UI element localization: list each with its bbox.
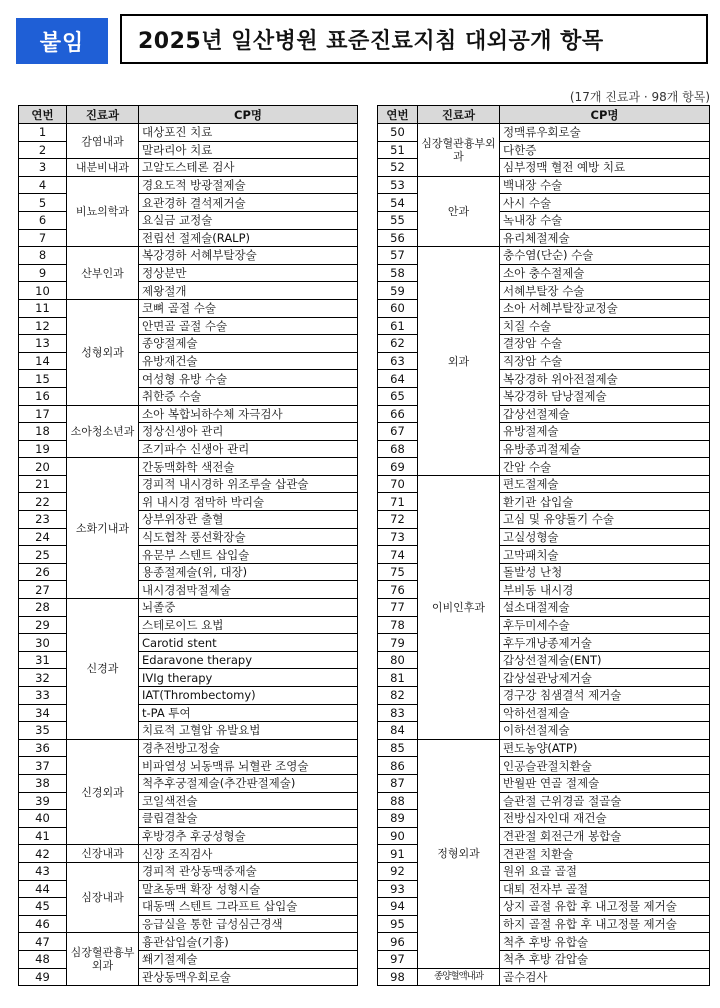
row-number: 39 — [19, 792, 67, 810]
cp-name-cell: 클립결찰술 — [139, 810, 358, 828]
row-number: 61 — [378, 317, 418, 335]
cp-name-cell: 쐐기절제술 — [139, 950, 358, 968]
cp-name-cell: 비파열성 뇌동맥류 뇌혈관 조영술 — [139, 757, 358, 775]
cp-name-cell: IAT(Thrombectomy) — [139, 687, 358, 705]
cp-name-cell: 고막패치술 — [500, 546, 710, 564]
row-number: 56 — [378, 229, 418, 247]
department-cell: 심장혈관흉부외과 — [418, 124, 500, 177]
cp-name-cell: 슬관절 근위경골 절골술 — [500, 792, 710, 810]
cp-name-cell: 녹내장 수술 — [500, 211, 710, 229]
row-number: 18 — [19, 423, 67, 441]
table-row — [378, 124, 710, 142]
row-number: 22 — [19, 493, 67, 511]
cp-name-cell: 전방십자인대 재건술 — [500, 810, 710, 828]
cp-name-cell: 환기관 삽입술 — [500, 493, 710, 511]
cp-name-cell: 고알도스테론 검사 — [139, 159, 358, 177]
cp-name-cell: 편도절제술 — [500, 475, 710, 493]
cp-name-cell: 원위 요골 골절 — [500, 862, 710, 880]
cp-name-cell: 요관경하 결석제거술 — [139, 194, 358, 212]
cp-name-cell: 경피적 내시경하 위조루술 삽관술 — [139, 475, 358, 493]
cp-name-cell: t-PA 투여 — [139, 704, 358, 722]
row-number: 59 — [378, 282, 418, 300]
cp-name-cell: 인공슬관절치환술 — [500, 757, 710, 775]
cp-name-cell: 상지 골절 유합 후 내고정물 제거술 — [500, 898, 710, 916]
row-number: 75 — [378, 563, 418, 581]
cp-name-cell: 견관절 회전근개 봉합술 — [500, 827, 710, 845]
cp-name-cell: 흉관삽입술(기흉) — [139, 933, 358, 951]
cp-name-cell: 직장암 수술 — [500, 352, 710, 370]
cp-name-cell: 돌발성 난청 — [500, 563, 710, 581]
cp-name-cell: 결장암 수술 — [500, 335, 710, 353]
row-number: 33 — [19, 687, 67, 705]
department-cell: 소아청소년과 — [67, 405, 139, 458]
row-number: 79 — [378, 634, 418, 652]
row-number: 44 — [19, 880, 67, 898]
cp-name-cell: 고심 및 유양돌기 수술 — [500, 511, 710, 529]
row-number: 38 — [19, 774, 67, 792]
row-number: 15 — [19, 370, 67, 388]
row-number: 11 — [19, 299, 67, 317]
row-number: 92 — [378, 862, 418, 880]
row-number: 40 — [19, 810, 67, 828]
cp-name-cell: 대상포진 치료 — [139, 124, 358, 142]
cp-name-cell: 갑상설관낭제거술 — [500, 669, 710, 687]
table-row — [19, 176, 358, 194]
cp-name-cell: 이하선절제술 — [500, 722, 710, 740]
row-number: 36 — [19, 739, 67, 757]
table-row — [378, 739, 710, 757]
row-number: 74 — [378, 546, 418, 564]
table-row — [19, 739, 358, 757]
department-cell: 산부인과 — [67, 247, 139, 300]
table-row — [19, 159, 358, 177]
cp-name-cell: 복강경하 서혜부탈장술 — [139, 247, 358, 265]
row-number: 32 — [19, 669, 67, 687]
row-number: 72 — [378, 511, 418, 529]
department-cell: 내분비내과 — [67, 159, 139, 177]
row-number: 63 — [378, 352, 418, 370]
cp-name-cell: 악하선절제술 — [500, 704, 710, 722]
header-cp: CP명 — [500, 106, 710, 124]
row-number: 68 — [378, 440, 418, 458]
row-number: 71 — [378, 493, 418, 511]
row-number: 37 — [19, 757, 67, 775]
row-number: 43 — [19, 862, 67, 880]
cp-name-cell: 경요도적 방광절제술 — [139, 176, 358, 194]
row-number: 42 — [19, 845, 67, 863]
table-row — [378, 247, 710, 265]
cp-name-cell: 치료적 고혈압 유발요법 — [139, 722, 358, 740]
row-number: 83 — [378, 704, 418, 722]
row-number: 2 — [19, 141, 67, 159]
table-row — [378, 176, 710, 194]
table-row — [19, 247, 358, 265]
cp-name-cell: 후두개낭종제거술 — [500, 634, 710, 652]
header-no: 연번 — [19, 106, 67, 124]
cp-name-cell: 뇌졸중 — [139, 599, 358, 617]
cp-name-cell: 용종절제술(위, 대장) — [139, 563, 358, 581]
cp-table-left — [18, 105, 358, 986]
attachment-badge: 붙임 — [16, 18, 108, 64]
table-row — [19, 862, 358, 880]
row-number: 88 — [378, 792, 418, 810]
header-no: 연번 — [378, 106, 418, 124]
row-number: 90 — [378, 827, 418, 845]
row-number: 69 — [378, 458, 418, 476]
row-number: 97 — [378, 950, 418, 968]
row-number: 21 — [19, 475, 67, 493]
row-number: 93 — [378, 880, 418, 898]
cp-name-cell: 취한증 수술 — [139, 387, 358, 405]
cp-name-cell: 유방종괴절제술 — [500, 440, 710, 458]
cp-name-cell: 코뼈 골절 수술 — [139, 299, 358, 317]
row-number: 62 — [378, 335, 418, 353]
row-number: 46 — [19, 915, 67, 933]
table-row — [19, 458, 358, 476]
row-number: 45 — [19, 898, 67, 916]
cp-name-cell: 제왕절개 — [139, 282, 358, 300]
cp-name-cell: 말라리아 치료 — [139, 141, 358, 159]
page-title: 2025년 일산병원 표준진료지침 대외공개 항목 — [120, 14, 708, 64]
cp-name-cell: 경피적 관상동맥중재술 — [139, 862, 358, 880]
department-cell: 심장내과 — [67, 862, 139, 932]
header-dept: 진료과 — [418, 106, 500, 124]
table-row — [378, 475, 710, 493]
row-number: 16 — [19, 387, 67, 405]
row-number: 84 — [378, 722, 418, 740]
cp-name-cell: 유리체절제술 — [500, 229, 710, 247]
department-cell: 신경과 — [67, 599, 139, 740]
cp-name-cell: 복강경하 담낭절제술 — [500, 387, 710, 405]
row-number: 78 — [378, 616, 418, 634]
row-number: 17 — [19, 405, 67, 423]
row-number: 10 — [19, 282, 67, 300]
cp-name-cell: 척추후궁절제술(추간판절제술) — [139, 774, 358, 792]
cp-name-cell: 편도농양(ATP) — [500, 739, 710, 757]
cp-name-cell: 코일색전술 — [139, 792, 358, 810]
row-number: 47 — [19, 933, 67, 951]
row-number: 89 — [378, 810, 418, 828]
cp-name-cell: 심부정맥 혈전 예방 치료 — [500, 159, 710, 177]
row-number: 31 — [19, 651, 67, 669]
row-number: 64 — [378, 370, 418, 388]
department-cell: 신경외과 — [67, 739, 139, 845]
cp-name-cell: 갑상선절제술(ENT) — [500, 651, 710, 669]
row-number: 66 — [378, 405, 418, 423]
row-number: 53 — [378, 176, 418, 194]
row-number: 24 — [19, 528, 67, 546]
department-cell: 정형외과 — [418, 739, 500, 968]
header-cp: CP명 — [139, 106, 358, 124]
row-number: 57 — [378, 247, 418, 265]
cp-name-cell: 정맥류우회로술 — [500, 124, 710, 142]
row-number: 34 — [19, 704, 67, 722]
row-number: 73 — [378, 528, 418, 546]
cp-name-cell: 식도협착 풍선확장술 — [139, 528, 358, 546]
department-cell: 비뇨의학과 — [67, 176, 139, 246]
cp-name-cell: 간암 수술 — [500, 458, 710, 476]
row-number: 27 — [19, 581, 67, 599]
table-row — [19, 124, 358, 142]
cp-name-cell: 정상분만 — [139, 264, 358, 282]
cp-name-cell: 정상신생아 관리 — [139, 423, 358, 441]
row-number: 82 — [378, 687, 418, 705]
cp-name-cell: IVIg therapy — [139, 669, 358, 687]
row-number: 87 — [378, 774, 418, 792]
header-dept: 진료과 — [67, 106, 139, 124]
row-number: 23 — [19, 511, 67, 529]
cp-name-cell: 후두미세수술 — [500, 616, 710, 634]
cp-name-cell: 신장 조직검사 — [139, 845, 358, 863]
cp-name-cell: 안면골 골절 수술 — [139, 317, 358, 335]
table-row — [19, 845, 358, 863]
row-number: 8 — [19, 247, 67, 265]
cp-name-cell: 부비동 내시경 — [500, 581, 710, 599]
cp-table-right — [377, 105, 710, 986]
row-number: 91 — [378, 845, 418, 863]
department-cell: 심장혈관흉부외과 — [67, 933, 139, 986]
row-number: 94 — [378, 898, 418, 916]
header-row — [378, 106, 710, 124]
table-row — [378, 968, 710, 986]
cp-name-cell: 말초동맥 확장 성형시술 — [139, 880, 358, 898]
cp-name-cell: 치질 수술 — [500, 317, 710, 335]
row-number: 55 — [378, 211, 418, 229]
row-number: 85 — [378, 739, 418, 757]
cp-name-cell: 소아 서혜부탈장교정술 — [500, 299, 710, 317]
row-number: 20 — [19, 458, 67, 476]
cp-name-cell: 복강경하 위아전절제술 — [500, 370, 710, 388]
department-cell: 소화기내과 — [67, 458, 139, 599]
row-number: 60 — [378, 299, 418, 317]
cp-name-cell: 스테로이드 요법 — [139, 616, 358, 634]
row-number: 95 — [378, 915, 418, 933]
table-row — [19, 933, 358, 951]
row-number: 81 — [378, 669, 418, 687]
cp-name-cell: 견관절 치환술 — [500, 845, 710, 863]
row-number: 25 — [19, 546, 67, 564]
cp-name-cell: Edaravone therapy — [139, 651, 358, 669]
cp-name-cell: 척추 후방 감압술 — [500, 950, 710, 968]
row-number: 41 — [19, 827, 67, 845]
row-number: 65 — [378, 387, 418, 405]
row-number: 35 — [19, 722, 67, 740]
row-number: 77 — [378, 599, 418, 617]
cp-name-cell: 대동맥 스텐트 그라프트 삽입술 — [139, 898, 358, 916]
cp-name-cell: 유방절제술 — [500, 423, 710, 441]
row-number: 14 — [19, 352, 67, 370]
cp-name-cell: 갑상선절제술 — [500, 405, 710, 423]
row-number: 30 — [19, 634, 67, 652]
cp-name-cell: 상부위장관 출혈 — [139, 511, 358, 529]
row-number: 12 — [19, 317, 67, 335]
table-row — [19, 599, 358, 617]
cp-name-cell: 응급실을 통한 급성심근경색 — [139, 915, 358, 933]
cp-name-cell: 유방재건술 — [139, 352, 358, 370]
row-number: 9 — [19, 264, 67, 282]
cp-name-cell: 내시경점막절제술 — [139, 581, 358, 599]
cp-name-cell: 경구강 침샘결석 제거술 — [500, 687, 710, 705]
row-number: 58 — [378, 264, 418, 282]
cp-name-cell: 간동맥화학 색전술 — [139, 458, 358, 476]
row-number: 1 — [19, 124, 67, 142]
cp-name-cell: 설소대절제술 — [500, 599, 710, 617]
row-number: 76 — [378, 581, 418, 599]
cp-name-cell: Carotid stent — [139, 634, 358, 652]
cp-name-cell: 골수검사 — [500, 968, 710, 986]
table-row — [19, 299, 358, 317]
table-row — [19, 405, 358, 423]
cp-name-cell: 충수염(단순) 수술 — [500, 247, 710, 265]
row-number: 19 — [19, 440, 67, 458]
cp-name-cell: 대퇴 전자부 골절 — [500, 880, 710, 898]
cp-name-cell: 척추 후방 유합술 — [500, 933, 710, 951]
cp-name-cell: 반월판 연골 절제술 — [500, 774, 710, 792]
row-number: 51 — [378, 141, 418, 159]
cp-name-cell: 소아 복합뇌하수체 자극검사 — [139, 405, 358, 423]
cp-name-cell: 백내장 수술 — [500, 176, 710, 194]
cp-name-cell: 서혜부탈장 수술 — [500, 282, 710, 300]
department-cell: 안과 — [418, 176, 500, 246]
row-number: 28 — [19, 599, 67, 617]
cp-name-cell: 고실성형술 — [500, 528, 710, 546]
row-number: 49 — [19, 968, 67, 986]
row-number: 50 — [378, 124, 418, 142]
row-number: 5 — [19, 194, 67, 212]
cp-name-cell: 조기파수 신생아 관리 — [139, 440, 358, 458]
row-number: 4 — [19, 176, 67, 194]
row-number: 52 — [378, 159, 418, 177]
row-number: 80 — [378, 651, 418, 669]
cp-name-cell: 위 내시경 점막하 박리술 — [139, 493, 358, 511]
row-number: 6 — [19, 211, 67, 229]
cp-name-cell: 다한증 — [500, 141, 710, 159]
header-row — [19, 106, 358, 124]
row-number: 48 — [19, 950, 67, 968]
department-cell: 외과 — [418, 247, 500, 476]
row-number: 7 — [19, 229, 67, 247]
cp-name-cell: 종양절제술 — [139, 335, 358, 353]
row-number: 54 — [378, 194, 418, 212]
item-summary: (17개 진료과 · 98개 항목) — [569, 90, 710, 104]
cp-name-cell: 여성형 유방 수술 — [139, 370, 358, 388]
cp-name-cell: 하지 골절 유합 후 내고정물 제거술 — [500, 915, 710, 933]
row-number: 29 — [19, 616, 67, 634]
row-number: 96 — [378, 933, 418, 951]
department-cell: 신장내과 — [67, 845, 139, 863]
cp-name-cell: 전립선 절제술(RALP) — [139, 229, 358, 247]
cp-name-cell: 관상동맥우회로술 — [139, 968, 358, 986]
row-number: 70 — [378, 475, 418, 493]
department-cell: 성형외과 — [67, 299, 139, 405]
row-number: 26 — [19, 563, 67, 581]
cp-name-cell: 후방경추 후궁성형술 — [139, 827, 358, 845]
row-number: 13 — [19, 335, 67, 353]
department-cell: 종양혈액내과 — [418, 968, 500, 986]
cp-name-cell: 요실금 교정술 — [139, 211, 358, 229]
row-number: 3 — [19, 159, 67, 177]
cp-name-cell: 소아 충수절제술 — [500, 264, 710, 282]
row-number: 86 — [378, 757, 418, 775]
department-cell: 이비인후과 — [418, 475, 500, 739]
row-number: 67 — [378, 423, 418, 441]
row-number: 98 — [378, 968, 418, 986]
cp-name-cell: 경추전방고정술 — [139, 739, 358, 757]
cp-name-cell: 유문부 스텐트 삽입술 — [139, 546, 358, 564]
department-cell: 감염내과 — [67, 124, 139, 159]
cp-name-cell: 사시 수술 — [500, 194, 710, 212]
